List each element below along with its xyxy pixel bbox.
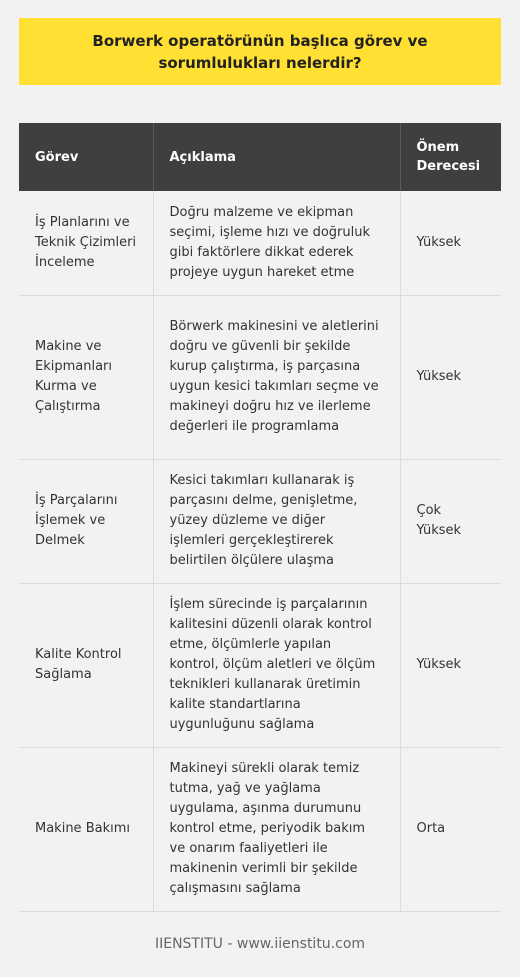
cell-description: Makineyi sürekli olarak temiz tutma, yağ ve yağlama uygulama, aşınma durumunu kontrol etme, periyodik bakım ve onarım faaliyetleri ile makinenin verimli bir şekilde çalışmasını sağlama (153, 747, 400, 911)
table-row (19, 295, 501, 459)
responsibilities-table (19, 123, 501, 912)
cell-description: Kesici takımları kullanarak iş parçasını delme, genişletme, yüzey düzleme ve diğer işlemleri gerçekleştirerek belirtilen ölçülere ulaşma (153, 459, 400, 583)
table-header-row (19, 123, 501, 191)
cell-task: Makine ve Ekipmanları Kurma ve Çalıştırma (19, 295, 153, 459)
cell-importance: Yüksek (400, 295, 501, 459)
table-row (19, 191, 501, 295)
cell-importance: Çok Yüksek (400, 459, 501, 583)
title-banner (19, 18, 501, 85)
cell-task: İş Parçalarını İşlemek ve Delmek (19, 459, 153, 583)
cell-task: İş Planlarını ve Teknik Çizimleri İnceleme (19, 191, 153, 295)
header-description: Açıklama (153, 123, 400, 191)
cell-description: Doğru malzeme ve ekipman seçimi, işleme hızı ve doğruluk gibi faktörlere dikkat ederek projeye uygun hareket etme (153, 191, 400, 295)
cell-importance: Yüksek (400, 583, 501, 747)
footer-credit: IIENSTITU - www.iienstitu.com (154, 936, 366, 952)
cell-description: İşlem sürecinde iş parçalarının kalitesini düzenli olarak kontrol etme, ölçümlerle yapılan kontrol, ölçüm aletleri ve ölçüm teknikleri kullanarak üretimin kalite standartlarına uygunluğunu sağlama (153, 583, 400, 747)
page-title: Borwerk operatörünün başlıca görev ve sorumlulukları nelerdir? (92, 31, 428, 72)
cell-description: Börwerk makinesini ve aletlerini doğru ve güvenli bir şekilde kurup çalıştırma, iş parçasına uygun kesici takımları seçme ve makineyi doğru hız ve ilerleme değerleri ile programlama (153, 295, 400, 459)
cell-task: Makine Bakımı (19, 747, 153, 911)
header-task: Görev (19, 123, 153, 191)
table-row (19, 583, 501, 747)
cell-task: Kalite Kontrol Sağlama (19, 583, 153, 747)
cell-importance: Orta (400, 747, 501, 911)
table-row (19, 747, 501, 911)
cell-importance: Yüksek (400, 191, 501, 295)
table-row (19, 459, 501, 583)
header-importance: Önem Derecesi (400, 123, 501, 191)
